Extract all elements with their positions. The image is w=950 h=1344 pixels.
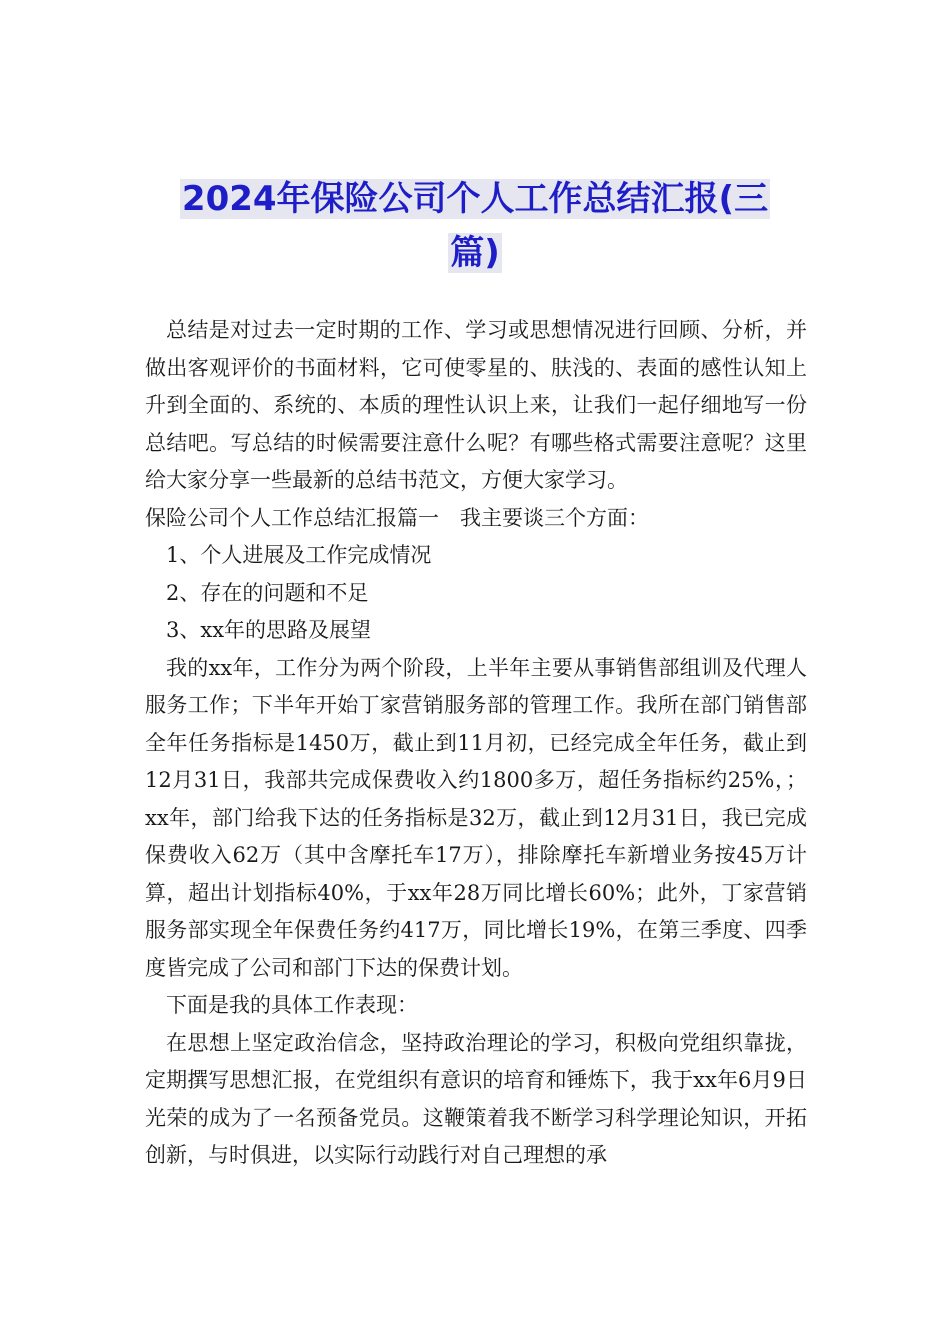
document-title: [140, 172, 810, 280]
list-item-1: 1、个人进展及工作完成情况: [166, 543, 432, 567]
intro-paragraph: 总结是对过去一定时期的工作、学习或思想情况进行回顾、分析，并做出客观评价的书面材料，它可使零星的、肤浅的、表面的感性认知上升到全面的、系统的、本质的理性认识上来，让我们一起仔细地写一份总结吧。写总结的时候需要注意什么呢？有哪些格式需要注意呢？这里给大家分享一些最新的总结书范文，方便大家学习。: [145, 318, 807, 492]
section-heading-paragraph: 保险公司个人工作总结汇报篇一 我主要谈三个方面：: [145, 505, 649, 530]
performance-intro-paragraph: 下面是我的具体工作表现：: [166, 993, 418, 1017]
list-item-2: 2、存在的问题和不足: [166, 580, 369, 605]
title-line-1: 2024年保险公司个人工作总结汇报(三: [181, 179, 769, 219]
work-summary-paragraph: 我的xx年，工作分为两个阶段，上半年主要从事销售部组训及代理人服务工作；下半年开始丁家营销服务部的管理工作。我所在部门销售部全年任务指标是1450万，截止到11月初，已经完成全年任务，截止到12月31日，我部共完成保费收入约1800多万，超任务指标约25%，；xx年，部门给我下达的任务指标是32万，截止到12月31日，我已完成保费收入62万（其中含摩托车17万），排除摩托车新增业务按45万计算，超出计划指标40%，于xx年28万同比增长60%；此外，丁家营销服务部实现全年保费任务约417万，同比增长19%，在第三季度、四季度皆完成了公司和部门下达的保费计划。: [145, 655, 807, 980]
document-body: [145, 312, 807, 1175]
title-line-2: 篇): [450, 233, 500, 273]
list-item-3: 3、xx年的思路及展望: [166, 618, 372, 642]
ideology-paragraph: 在思想上坚定政治信念，坚持政治理论的学习，积极向党组织靠拢，定期撰写思想汇报，在党组织有意识的培育和锤炼下，我于xx年6月9日光荣的成为了一名预备党员。这鞭策着我不断学习科学理论知识，开拓创新，与时俱进，以实际行动践行对自己理想的承: [145, 1030, 807, 1167]
